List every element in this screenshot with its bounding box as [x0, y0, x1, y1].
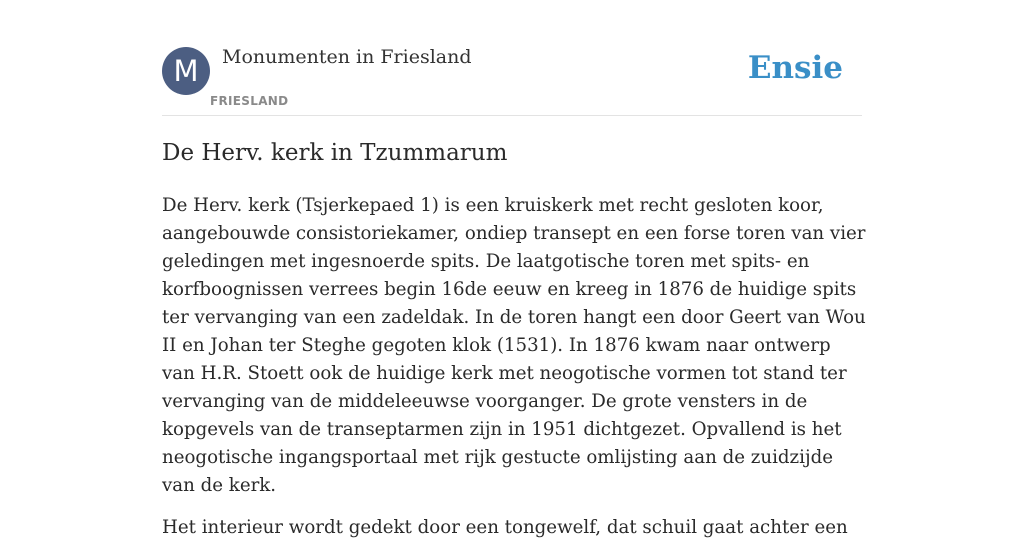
article-paragraph-1: De Herv. kerk (Tsjerkepaed 1) is een kruiskerk met recht gesloten koor, aangebouwde consistoriekamer, ondiep transept en een forse toren van vier geledingen met ingesnoerde spits. De laatgotische toren met spits- en korfboognissen verrees begin 16de eeuw en kreeg in 1876 de huidige spits ter vervanging van een zadeldak. In de toren hangt een door Geert van Wou II en Johan ter Steghe gegoten klok (1531). In 1876 kwam naar ontwerp van H.R. Stoett ook de huidige kerk met neogotische vormen tot stand ter vervanging van de middeleeuwse voorganger. De grote vensters in de kopgevels van de transeptarmen zijn in 1951 dichtgezet. Opvallend is het neogotische ingangsportaal met rijk gestucte omlijsting aan de zuidzijde van de kerk.: [162, 195, 866, 496]
article-title: De Herv. kerk in Tzummarum: [162, 140, 508, 166]
publication-title[interactable]: Monumenten in Friesland: [222, 46, 472, 68]
article-body: [162, 192, 867, 556]
article-paragraph-2: Het interieur wordt gedekt door een tongewelf, dat schuil gaat achter een: [162, 517, 848, 538]
header-divider: [162, 115, 862, 116]
publication-tag[interactable]: FRIESLAND: [210, 94, 289, 108]
avatar[interactable]: M: [162, 47, 210, 95]
brand-logo[interactable]: Ensie: [747, 50, 843, 86]
